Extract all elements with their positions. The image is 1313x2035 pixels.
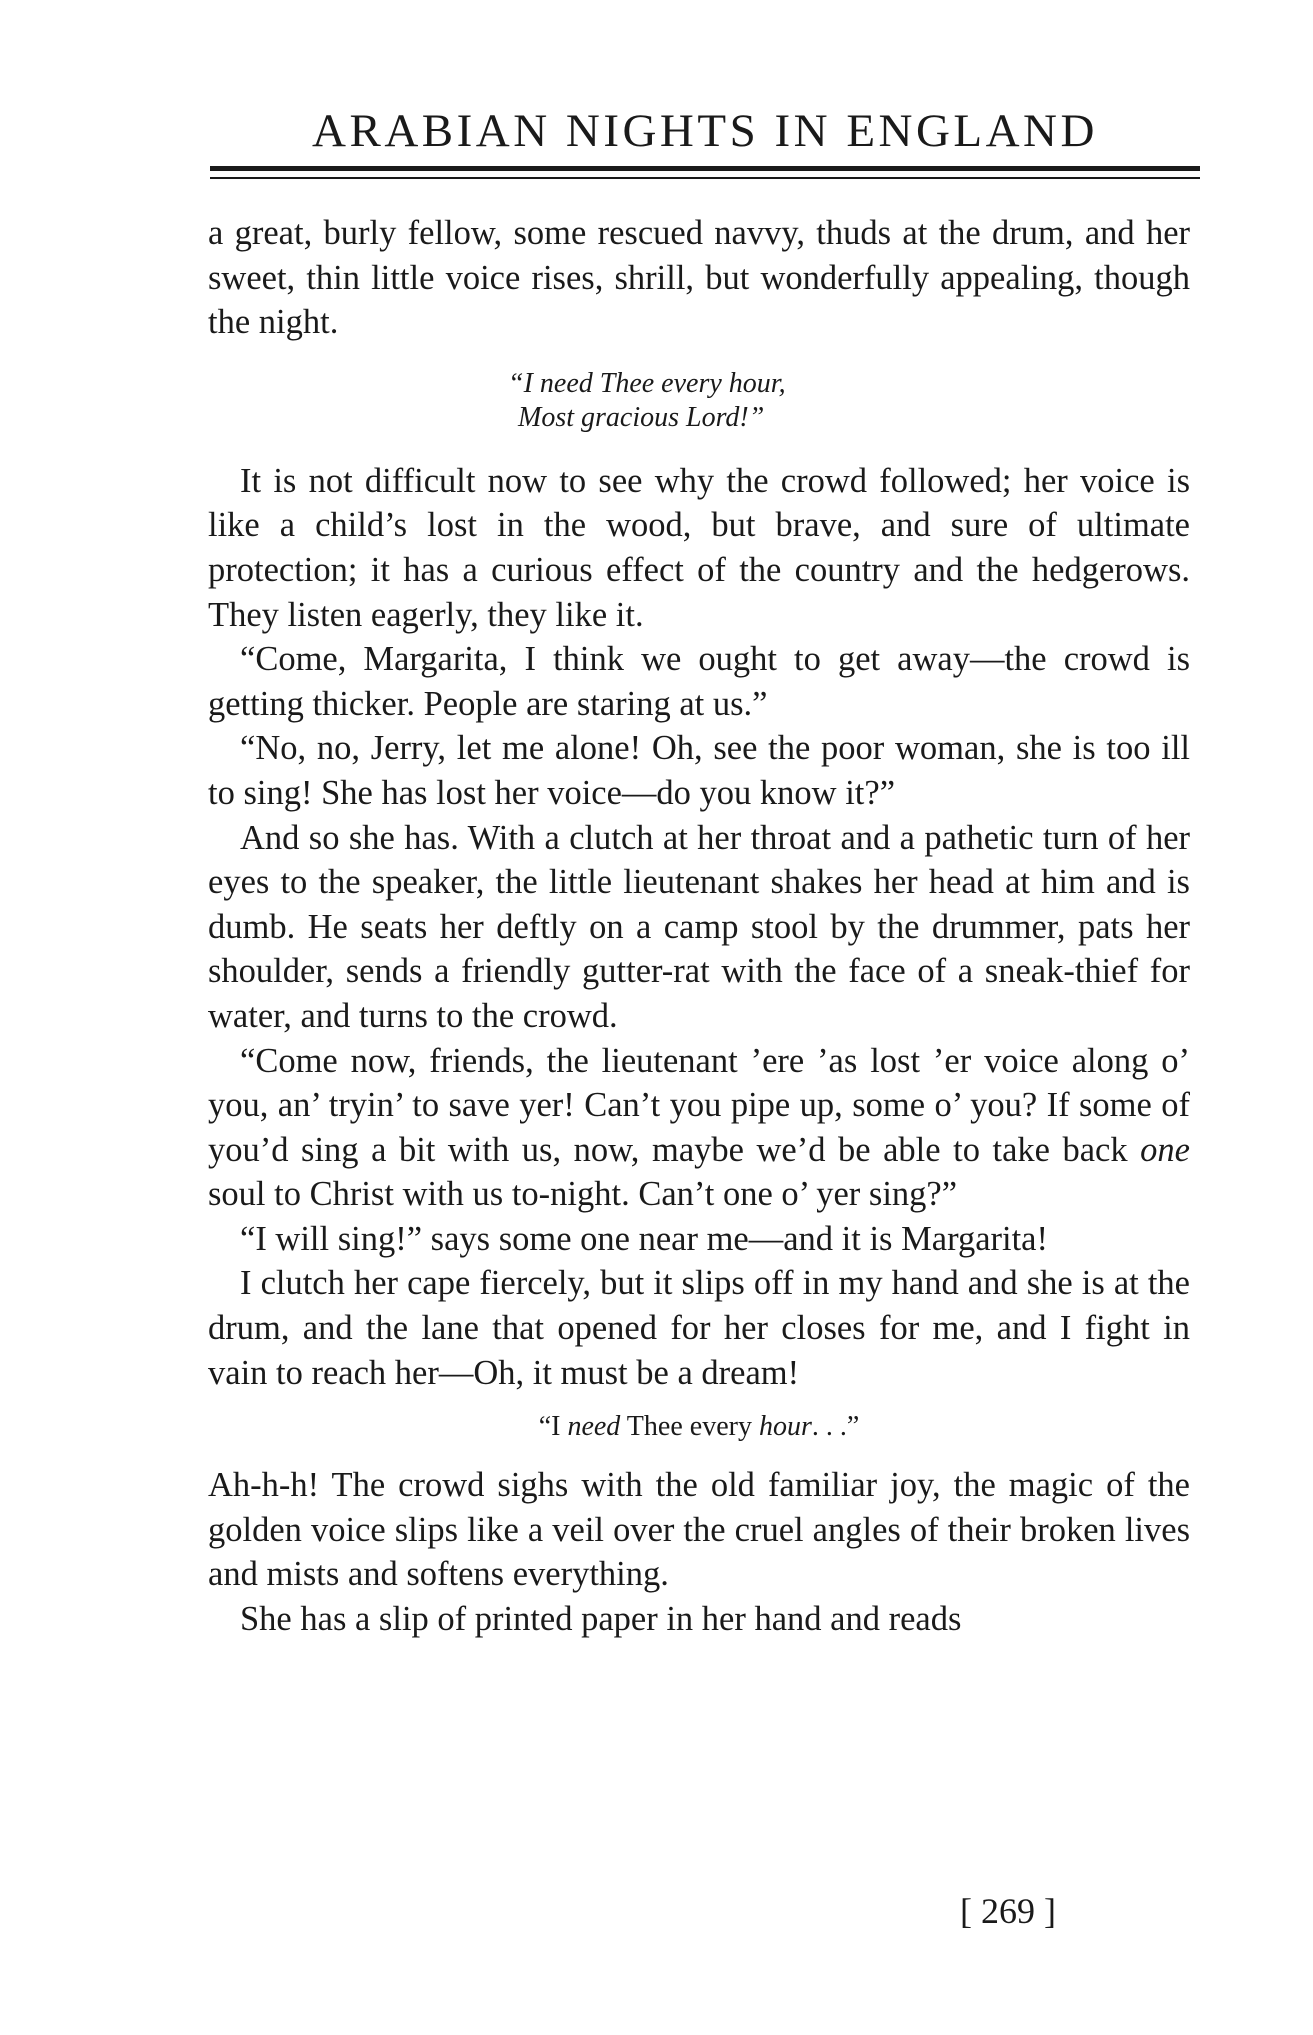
verse-quote-1 — [208, 367, 1190, 435]
verse-2-close: . . .” — [811, 1411, 860, 1443]
paragraph-9: Ah-h-h! The crowd sighs with the old familiar joy, the magic of the golden voice slips like a veil over the cruel angles of their broken lives and mists and softens everything. — [208, 1466, 1190, 1594]
verse-2-open: “I — [538, 1411, 568, 1443]
paragraph-6 — [208, 1039, 1190, 1217]
paragraph-5: And so she has. With a clutch at her throat and a pathetic turn of her eyes to the speaker, the little lieutenant shakes her head at him and is dumb. He seats her deftly on a camp stool by the drummer, pats her shoulder, sends a friendly gutter-rat with the face of a sneak-thief for water, and turns to the crowd. — [208, 818, 1190, 1035]
page-number: [ 269 ] — [960, 1891, 1056, 1931]
paragraph-3: “Come, Margarita, I think we ought to get away—the crowd is getting thicker. People are staring at us.” — [208, 640, 1190, 723]
paragraph-4: “No, no, Jerry, let me alone! Oh, see the poor woman, she is too ill to sing! She has lost her voice—do you know it?” — [208, 729, 1190, 812]
paragraph-2: It is not difficult now to see why the crowd followed; her voice is like a child’s lost in the wood, but brave, and sure of ultimate protection; it has a curious effect of the country and the hedgerows. They listen eagerly, they like it. — [208, 461, 1190, 634]
verse-2-emphasis-hour: hour — [758, 1411, 812, 1443]
verse-2-middle: Thee every — [620, 1411, 759, 1443]
body-text — [208, 211, 1190, 1642]
verse-1-line-2: Most gracious Lord!” — [518, 401, 765, 433]
paragraph-10: She has a slip of printed paper in her hand and reads — [240, 1600, 962, 1639]
paragraph-6-part-a: “Come now, friends, the lieutenant ’ere ’as lost ’er voice along o’ you, an’ tryin’ to save yer! Can’t you pipe up, some o’ you? If some of you’d sing a bit with us, now, maybe we’d be able to take back — [208, 1041, 1190, 1169]
header-rule-thick — [210, 166, 1200, 171]
running-title: ARABIAN NIGHTS IN ENGLAND — [312, 105, 1098, 157]
verse-1-line-1: “I need Thee every hour, — [508, 367, 786, 399]
header-rule-thin — [210, 177, 1200, 179]
verse-2-emphasis-need: need — [567, 1411, 621, 1443]
paragraph-8: I clutch her cape fiercely, but it slips off in my hand and she is at the drum, and the lane that opened for her closes for me, and I fight in vain to reach her—Oh, it must be a dream! — [208, 1264, 1190, 1392]
verse-quote-2 — [208, 1409, 1190, 1445]
paragraph-7: “I will sing!” says some one near me—and it is Margarita! — [240, 1219, 1048, 1258]
paragraph-6-emphasis: one — [1140, 1130, 1190, 1169]
paragraph-6-part-b: soul to Christ with us to-night. Can’t one o’ yer sing?” — [208, 1175, 958, 1214]
paragraph-1: a great, burly fellow, some rescued navvy, thuds at the drum, and her sweet, thin little voice rises, shrill, but wonderfully appealing, though the night. — [208, 214, 1190, 342]
